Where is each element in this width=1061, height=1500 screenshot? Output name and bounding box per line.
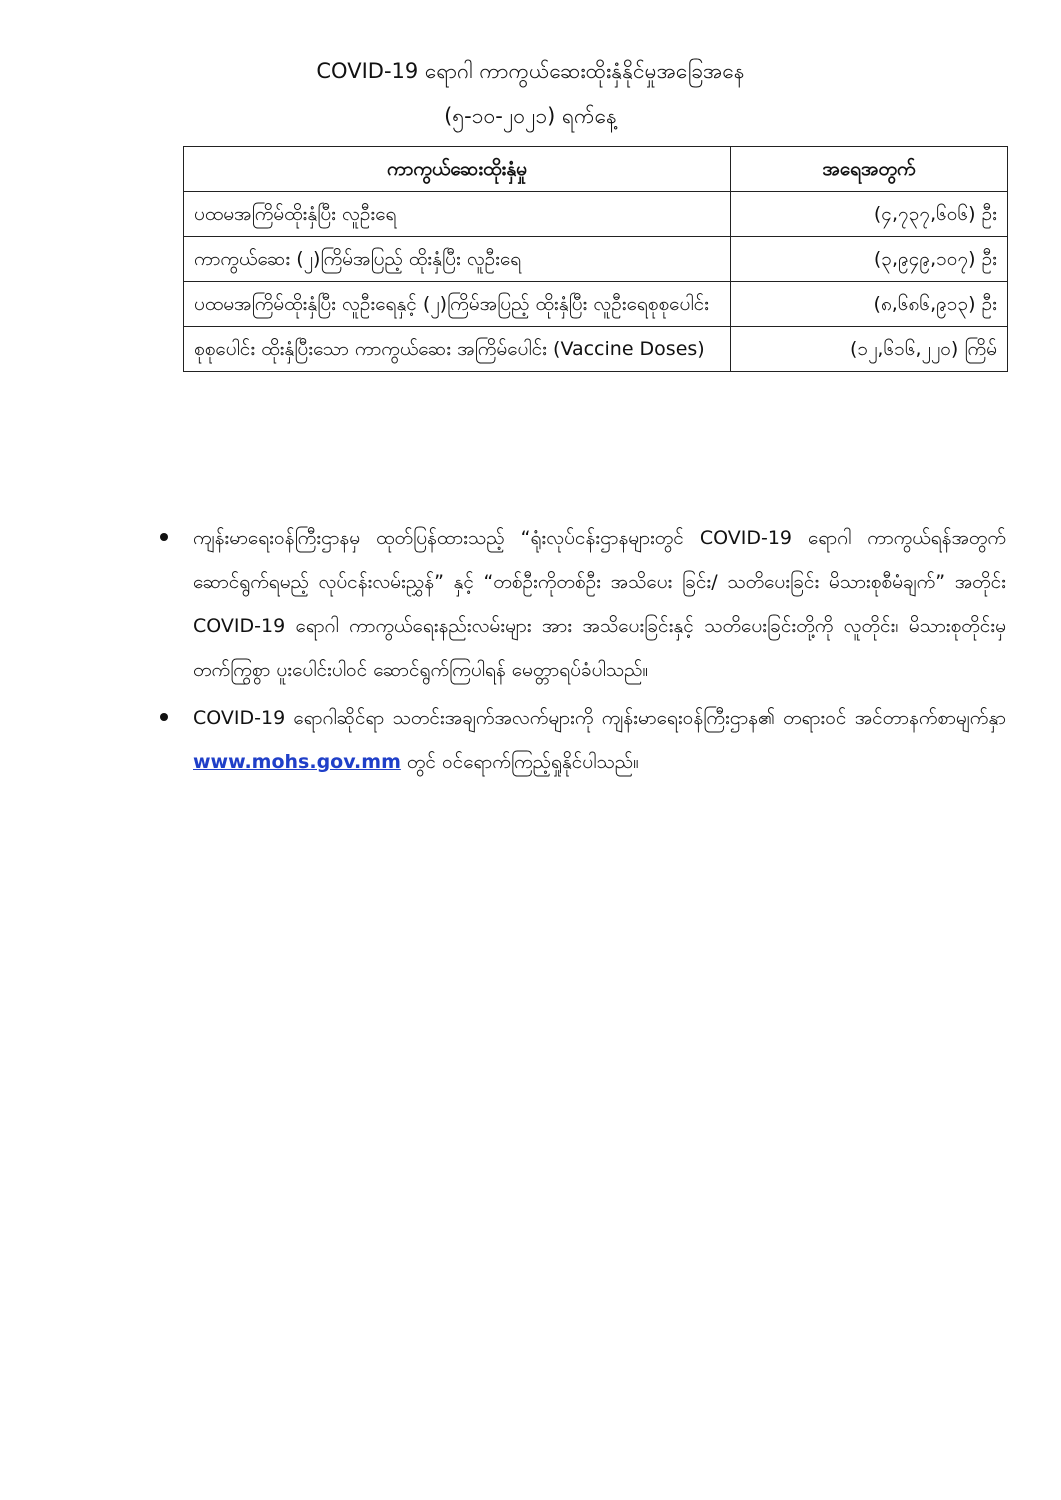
notice-info-text-before: COVID-19 ရောဂါဆိုင်ရာ သတင်းအချက်အလက်များကို ကျန်းမာရေးဝန်ကြီးဌာန၏ တရားဝင် အင်တာနက်စာမျက်နှာ [193, 707, 1006, 729]
table-row [184, 327, 1008, 372]
notice-list [160, 516, 1006, 788]
vaccination-status-table [183, 146, 1008, 372]
bullet-icon [160, 713, 168, 721]
table-row [184, 192, 1008, 237]
mohs-website-link[interactable]: www.mohs.gov.mm [193, 751, 401, 773]
row-total-doses-value: (၁၂,၆၁၆,၂၂၀) ကြိမ် [731, 327, 1008, 372]
column-header-vaccination: ကာကွယ်ဆေးထိုးနှံမှု [184, 147, 731, 192]
row-fully-vaccinated-value: (၃,၉၄၉,၁၀၇) ဦး [731, 237, 1008, 282]
list-item [160, 696, 1006, 784]
table-row [184, 282, 1008, 327]
row-first-dose-label: ပထမအကြိမ်ထိုးနှံပြီး လူဦးရေ [184, 192, 731, 237]
row-fully-vaccinated-label: ကာကွယ်ဆေး (၂)ကြိမ်အပြည့် ထိုးနှံပြီး လူဦးရေ [184, 237, 731, 282]
document-title: COVID-19 ရောဂါ ကာကွယ်ဆေးထိုးနှံနိုင်မှုအခြေအနေ [316, 59, 745, 83]
row-total-people-value: (၈,၆၈၆,၉၁၃) ဦး [731, 282, 1008, 327]
document-date: (၅-၁၀-၂၀၂၁) ရက်နေ့ [444, 104, 617, 128]
bullet-icon [160, 533, 168, 541]
column-header-count: အရေအတွက် [731, 147, 1008, 192]
row-total-people-label: ပထမအကြိမ်ထိုးနှံပြီး လူဦးရေနှင့် (၂)ကြိမ်အပြည့် ထိုးနှံပြီး လူဦးရေစုစုပေါင်း [184, 282, 731, 327]
notice-info-text-after: တွင် ဝင်ရောက်ကြည့်ရှုနိုင်ပါသည်။ [400, 751, 639, 773]
row-total-doses-label: စုစုပေါင်း ထိုးနှံပြီးသော ကာကွယ်ဆေး အကြိမ်ပေါင်း (Vaccine Doses) [184, 327, 731, 372]
table-header-row [184, 147, 1008, 192]
row-first-dose-value: (၄,၇၃၇,၆၀၆) ဦး [731, 192, 1008, 237]
notice-prevention-text: ကျန်းမာရေးဝန်ကြီးဌာနမှ ထုတ်ပြန်ထားသည့် “ရုံးလုပ်ငန်းဌာနများတွင် COVID-19 ရောဂါ ကာကွယ်ရန်အတွက် ဆောင်ရွက်ရမည့် လုပ်ငန်းလမ်းညွှန်” နှင့် “တစ်ဦးကိုတစ်ဦး အသိပေး ခြင်း/ သတိပေးခြင်း မိသားစုစီမံချက်” အတိုင်း COVID-19 ရောဂါ ကာကွယ်ရေးနည်းလမ်းများ အား အသိပေးခြင်းနှင့် သတိပေးခြင်းတို့ကို လူတိုင်း၊ မိသားစုတိုင်းမှ တက်ကြွစွာ ပူးပေါင်းပါဝင် ဆောင်ရွက်ကြပါရန် မေတ္တာရပ်ခံပါသည်။ [193, 527, 1006, 681]
list-item [160, 516, 1006, 692]
table-row [184, 237, 1008, 282]
